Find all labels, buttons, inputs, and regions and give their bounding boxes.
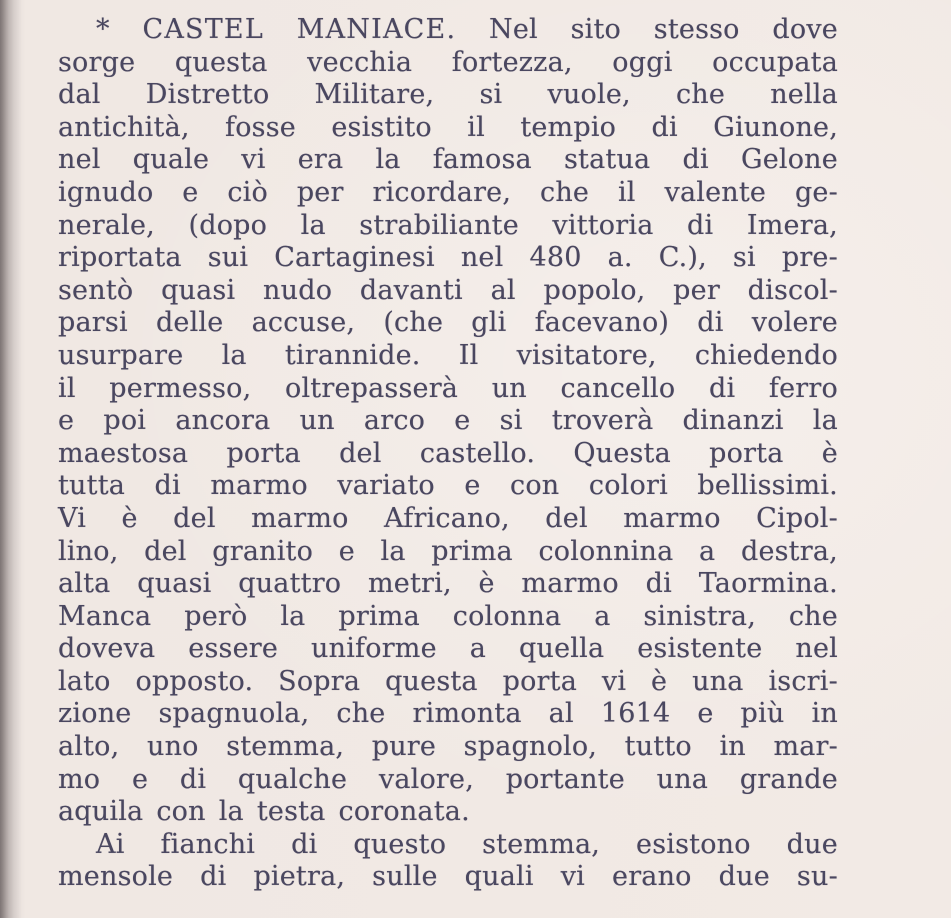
- text-line: tutta di marmo variato e con colori bellissimi.: [58, 470, 838, 502]
- text-line: lato opposto. Sopra questa porta vi è una iscri-: [58, 665, 838, 697]
- text-line: Ai fianchi di questo stemma, esistono due: [96, 828, 838, 860]
- text-line: il permesso, oltrepasserà un cancello di ferro: [58, 372, 838, 404]
- text-line: Vi è del marmo Africano, del marmo Cipol-: [58, 502, 838, 534]
- text-line: maestosa porta del castello. Questa porta è: [58, 437, 838, 469]
- text-line: antichità, fosse esistito il tempio di Giunone,: [58, 111, 838, 143]
- text-line: * CASTEL MANIACE. Nel sito stesso dove: [96, 14, 838, 45]
- text-line: doveva essere uniforme a quella esistente nel: [58, 633, 838, 665]
- text-line: mensole di pietra, sulle quali vi erano due su-: [58, 861, 838, 893]
- body-text: [58, 14, 838, 894]
- text-line: parsi delle accuse, (che gli facevano) di volere: [58, 307, 838, 339]
- text-line: dal Distretto Militare, si vuole, che nella: [58, 79, 838, 111]
- text-line: nerale, (dopo la strabiliante vittoria di Imera,: [58, 209, 838, 241]
- text-line: e poi ancora un arco e si troverà dinanzi la: [58, 405, 838, 437]
- text-line: nel quale vi era la famosa statua di Gelone: [58, 144, 838, 176]
- text-line: ignudo e ciò per ricordare, che il valente ge-: [58, 176, 838, 208]
- text-line: sentò quasi nudo davanti al popolo, per discol-: [58, 274, 838, 306]
- text-line: usurpare la tirannide. Il visitatore, chiedendo: [58, 339, 838, 371]
- text-line: sorge questa vecchia fortezza, oggi occupata: [58, 46, 838, 78]
- text-line: alta quasi quattro metri, è marmo di Taormina.: [58, 568, 838, 600]
- text-line: Manca però la prima colonna a sinistra, che: [58, 600, 838, 632]
- text-line: lino, del granito e la prima colonnina a destra,: [58, 535, 838, 567]
- text-line: zione spagnuola, che rimonta al 1614 e più in: [58, 698, 838, 730]
- text-line: alto, uno stemma, pure spagnolo, tutto in mar-: [58, 731, 838, 763]
- text-line: aquila con la testa coronata.: [58, 796, 470, 828]
- text-line: riportata sui Cartaginesi nel 480 a. C.), si pre-: [58, 242, 838, 274]
- text-line: mo e di qualche valore, portante una grande: [58, 763, 838, 795]
- binding-shadow: [0, 0, 22, 918]
